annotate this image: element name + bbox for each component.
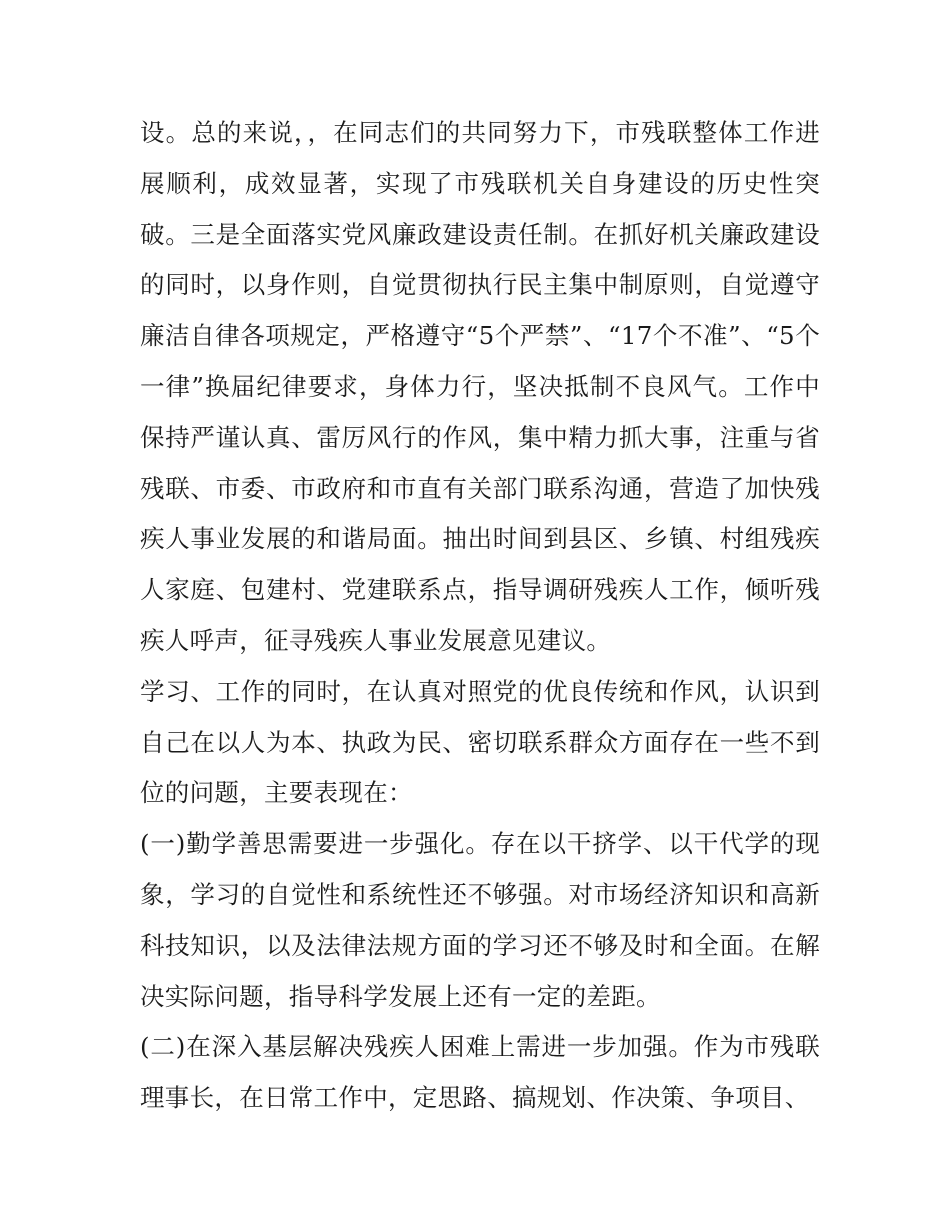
paragraph-achievements: 设。总的来说，，在同志们的共同努力下，市残联整体工作进展顺利，成效显著，实现了市残联机关自身建设的历史性突破。三是全面落实党风廉政建设责任制。在抓好机关廉政建设的同时，以身作则，自觉贯彻执行民主集中制原则，自觉遵守廉洁自律各项规定，严格遵守“5个严禁”、“17个不准”、“5个一律”换届纪律要求，身体力行，坚决抵制不良风气。工作中保持严谨认真、雷厉风行的作风，集中精力抓大事，注重与省残联、市委、市政府和市直有关部门联系沟通，营造了加快残疾人事业发展的和谐局面。抽出时间到县区、乡镇、村组残疾人家庭、包建村、党建联系点，指导调研残疾人工作，倾听残疾人呼声，征寻残疾人事业发展意见建议。 [140, 118, 820, 655]
document-page [140, 108, 820, 1124]
paragraph-problem-1: (一)勤学善思需要进一步强化。存在以干挤学、以干代学的现象，学习的自觉性和系统性还不够强。对市场经济知识和高新科技知识，以及法律法规方面的学习还不够及时和全面。在解决实际问题，指导科学发展上还有一定的差距。 [140, 829, 820, 1011]
paragraph-problem-2: (二)在深入基层解决残疾人困难上需进一步加强。作为市残联理事长，在日常工作中，定思路、搞规划、作决策、争项目、 [140, 1032, 820, 1113]
paragraph-problems-intro: 学习、工作的同时，在认真对照党的优良传统和作风，认识到自己在以人为本、执政为民、密切联系群众方面存在一些不到位的问题，主要表现在： [140, 676, 820, 808]
